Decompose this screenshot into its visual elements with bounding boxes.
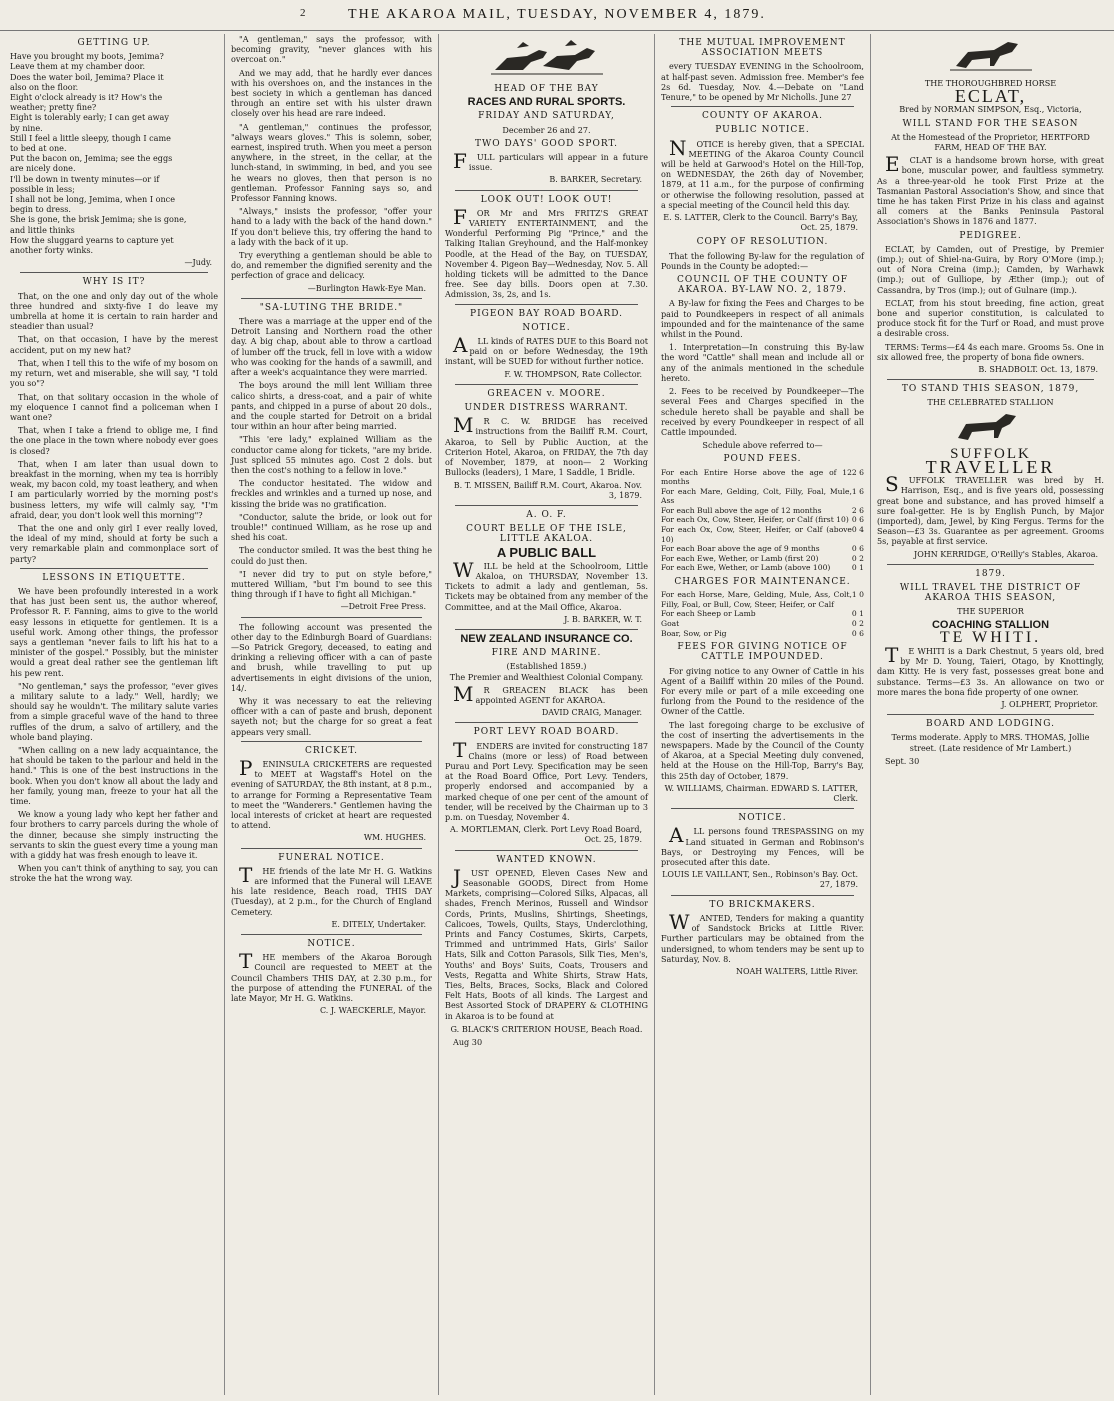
insurance-agent: MR GREACEN BLACK has been appointed AGENT for AKAROA. (453, 681, 648, 706)
column-3 (438, 34, 654, 1395)
board-date: Sept. 30 (885, 755, 920, 766)
divider (241, 298, 422, 299)
whyisit-paragraph: That, on the one and only day out of the whole three hundred and sixty-five I do leave my umbrella at home it is certain to rain harder and steadier than usual? (10, 290, 218, 332)
maintenance-row-amount: 0 2 (851, 619, 864, 629)
bride-paragraph: The boys around the mill lent William three calico shirts, a dress-coat, and a pair of white pants, and chipped in a purse of about 20 dols., and the couple started for Detroit on a bridal tour within an hour after being married. (231, 380, 432, 432)
masthead-title: THE AKAROA MAIL, TUESDAY, NOVEMBER 4, 1879. (348, 7, 766, 22)
pound-fee-row (661, 554, 864, 564)
bride-paragraph: "I never did try to put on style before," muttered William, "but I'm bound to see this thing through if I have to fight all Michigan." (231, 568, 432, 600)
whyisit-paragraph: That, when I tell this to the wife of my bosom on my return, wet and miserable, she will say, "I told you so"? (10, 357, 218, 389)
whyisit-paragraph: That, when I am later than usual down to breakfast in the morning, when my tea is horribly weak, my bacon cold, my toast leathery, and when I am particularly worried by the morning post's business letters, my wife will calmly say, "I'm afraid, dear, you don't look well this morning"? (10, 458, 218, 520)
pound-fee-row-amount: 2 6 (851, 505, 864, 515)
county-subtitle: PUBLIC NOTICE. (715, 125, 810, 136)
suffolk-sub: THE CELEBRATED STALLION (927, 397, 1054, 408)
wanted-date: Aug 30 (453, 1037, 483, 1048)
suffolk-name-2: TRAVELLER (925, 456, 1056, 477)
pound-fee-row (661, 525, 864, 544)
wanted-signature: G. BLACK'S CRITERION HOUSE, Beach Road. (450, 1023, 643, 1034)
maintenance-title: CHARGES FOR MAINTENANCE. (674, 577, 851, 588)
divider (671, 106, 854, 107)
whiti-name: TE WHITI. (939, 628, 1042, 646)
notice-fees-title: FEES FOR GIVING NOTICE OF CATTLE IMPOUNDED. (677, 642, 848, 663)
divider (455, 384, 638, 385)
bride-paragraph: "This 'ere lady," explained William as the conductor came along for tickets, "are my bride. Just spliced 55 minutes ago. Cost 2 dols. but then the cost's nothing to a fellow in love." (231, 434, 432, 475)
etiquette-continued: "Always," insists the professor, "offer your hand to a lady with the back of the hand down." If you don't believe this, try offering the hand to a lady with the back of it up. (231, 206, 432, 247)
resolution-title: COPY OF RESOLUTION. (696, 237, 829, 248)
pound-fee-row (661, 487, 864, 506)
whiti-sub: THE SUPERIOR (957, 606, 1024, 617)
masthead (0, 0, 1114, 31)
pound-fee-row-item: For each Ewe, Wether, or Lamb (first 20) (661, 553, 819, 563)
bride-title: "SA-LUTING THE BRIDE." (259, 302, 404, 313)
whiti-year: 1879. (975, 568, 1006, 579)
notice-fees-text: The last foregoing charge to be exclusive of the cost of inserting the advertisements in the newspapers. Made by the Council of the County of Akaroa, at a Special Meeting duly convened, held at the House on the Hill-Top, Barry's Bay, this 25th day of October, 1879. (661, 719, 864, 781)
races-notice: FULL particulars will appear in a future issue. (453, 149, 648, 174)
eclat-pedigree-title: PEDIGREE. (959, 230, 1022, 241)
suffolk-signature: JOHN KERRIDGE, O'Reilly's Stables, Akaroa. (913, 549, 1098, 559)
whiti-signature: J. OLPHERT, Proprietor. (1001, 699, 1098, 709)
bride-paragraph: There was a marriage at the upper end of the Detroit Lansing and Northern road the other day. A big chap, about able to throw a cartload of lumber off the truck, fell in love with a widow who was cooking for the hands of a sawmill, and after a week's acquaintance they were married. (231, 316, 432, 378)
divider (241, 617, 422, 618)
column-1 (4, 34, 224, 1395)
greacen-subtitle: UNDER DISTRESS WARRANT. (464, 403, 629, 414)
suffolk-description: SUFFOLK TRAVELLER was bred by H. Harrison, Esq., and is five years old, possessing great bone and substance, and has proved himself a sure foal-getter. He is by English Punch, by Major (imported), dam, Jewel, by King Fergus. Terms for the Season—£3 3s. Guarantee as per agreement. Grooms 5s, payable at first service. (877, 472, 1104, 547)
aof-title: A. O. F. (526, 509, 567, 520)
whyisit-paragraph: That, on that solitary occasion in the whole of my eloquence I cannot find a policeman when I want one? (10, 391, 218, 422)
pound-fees-title: POUND FEES. (723, 454, 802, 465)
column-4 (654, 34, 870, 1395)
pound-fee-row-item: For each Mare, Gelding, Colt, Filly, Foal, Mule, Ass (661, 486, 852, 506)
etiquette-paragraph: "No gentleman," says the professor, "ever gives a military salute to a lady." Well, hardly; we should say he wouldn't. The military salute varies from a simple graceful wave of the hand to three ruffles of the drum, a salvo of artillery, and the whole band playing. (10, 680, 218, 742)
draught-horse-engraving (946, 410, 1036, 446)
poem-credit: —Judy. (184, 258, 212, 268)
trespass-notice: ALL persons found TRESPASSING on my Land situated in German and Robinson's Bays, or Destroying my Fences, will be prosecuted after this date. (661, 823, 864, 868)
brickmakers-signature: NOAH WALTERS, Little River. (735, 966, 858, 976)
divider (671, 895, 854, 896)
races-dates-detail: December 26 and 27. (502, 124, 591, 135)
funeral-signature: E. DITELY, Undertaker. (331, 919, 426, 929)
races-signature: B. BARKER, Secretary. (549, 175, 642, 185)
divider (455, 850, 638, 851)
divider (887, 564, 1094, 565)
port-levy-signature: A. MORTLEMAN, Clerk. Port Levy Road Board, Oct. 25, 1879. (449, 825, 642, 845)
brickmakers-title: TO BRICKMAKERS. (709, 899, 816, 910)
maintenance-row (661, 609, 864, 619)
bride-paragraph: The conductor smiled. It was the best thing he could do just then. (231, 545, 432, 566)
etiquette-credit: —Burlington Hawk-Eye Man. (307, 283, 426, 293)
racehorse-engraving (487, 36, 607, 80)
mutual-title: THE MUTUAL IMPROVEMENT ASSOCIATION MEETS (679, 38, 846, 59)
etiquette-paragraph: "When calling on a new lady acquaintance, the hat should be taken to the parlour and held in the hand." This is one of the best instructions in the book. When you don't know all about the lady and her family, young man, freeze to your hat all the time. (10, 745, 218, 807)
maintenance-row (661, 629, 864, 639)
eclat-description-2: ECLAT, from his stout breeding, fine action, great bone and superior constitution, is calculated to produce stock fit for the Turf or Road, and must prove a desirable cross. (877, 297, 1104, 339)
races-title: HEAD OF THE BAY (494, 84, 599, 94)
pigeon-bay-title: PIGEON BAY ROAD BOARD. (470, 308, 623, 319)
council-notice-title: NOTICE. (307, 939, 356, 950)
divider (20, 272, 208, 273)
page-number: 2 (300, 7, 306, 19)
insurance-subtitle: FIRE AND MARINE. (491, 648, 602, 659)
bylaw-paragraph: 1. Interpretation—In construing this By-law the word "Cattle" shall mean and include all or any of the animals mentioned in the schedule hereto. (661, 342, 864, 383)
whyisit-paragraph: That the one and only girl I ever really loved, the ideal of my mind, should at forty be such a very remarkable plain and commonplace sort of party? (10, 522, 218, 564)
column-2 (224, 34, 438, 1395)
pound-fee-row (661, 544, 864, 554)
pound-fee-row-amount: 0 6 (851, 515, 864, 525)
bride-credit: —Detroit Free Press. (340, 602, 426, 612)
brickmakers-notice: WANTED, Tenders for making a quantity of Sandstock Bricks at Little River. Further particulars may be obtained from the undersigned, to whom tenders may be sent up to Saturday, Nov. 8. (661, 909, 864, 964)
mutual-notice: every TUESDAY EVENING in the Schoolroom, at half-past seven. Admission free. Member's fee 2s 6d. Tuesday, Nov. 4.—Debate on "Land Tenure," to be opened by Mr Nicholls. June 27 (661, 61, 864, 103)
divider (455, 629, 638, 630)
pound-fee-row-amount: 0 6 (851, 544, 864, 554)
eclat-terms: TERMS: Terms—£4 4s each mare. Grooms 5s. One in six allowed free, the property of bona fide owners. (877, 341, 1104, 362)
maintenance-row-item: Boar, Sow, or Pig (661, 628, 727, 638)
public-ball-title: A PUBLIC BALL (496, 544, 597, 560)
divider (455, 304, 638, 305)
greacen-title: GREACEN v. MOORE. (487, 388, 606, 399)
eclat-stand: WILL STAND FOR THE SEASON (902, 118, 1079, 129)
bylaw-signature: W. WILLIAMS, Chairman. EDWARD S. LATTER, Clerk. (664, 783, 858, 804)
poem-title: GETTING UP. (77, 38, 151, 48)
whiti-title: WILL TRAVEL THE DISTRICT OF AKAROA THIS SEASON, (899, 582, 1082, 604)
port-levy-notice: TENDERS are invited for constructing 187 Chains (more or less) of Road between Purau and Port Levy. Specification may be seen at the Road Board Office, Port Levy. Tenders, properly endorsed and accompanied by a marked cheque of one per cent of the amount of tender, will be received by the Chairman up to 3 p.m. on Tuesday, November 4. (445, 737, 648, 822)
divider (887, 714, 1094, 715)
maintenance-table (661, 590, 864, 638)
eclat-signature: B. SHADBOLT. Oct. 13, 1879. (978, 365, 1098, 375)
bylaw-paragraph: A By-law for fixing the Fees and Charges to be paid to Poundkeepers in respect of all animals impounded and for the maintenance of the same whilst in the Pound. (661, 298, 864, 340)
public-ball-signature: J. B. BARKER, W. T. (564, 614, 642, 624)
notice-fees-text: For giving notice to any Owner of Cattle in his Agent of a Bailiff within 20 miles of the Pound. For every mile or part of a mile exceeding one furlong from the Pound to the residence of the Owner of the Cattle. (661, 665, 864, 717)
pound-fee-row-item: For each Ox, Cow, Steer, Heifer, or Calf (first 10) (661, 515, 849, 525)
maintenance-row-amount: 1 0 (851, 590, 864, 600)
maintenance-row (661, 590, 864, 609)
board-notice: Terms moderate. Apply to MRS. THOMAS, Jollie street. (Late residence of Mr Lambert.) (891, 732, 1090, 753)
divider (455, 722, 638, 723)
maintenance-row-item: For each Sheep or Lamb (661, 609, 756, 619)
pound-fee-row-item: For each Bull above the age of 12 months (661, 505, 822, 515)
etiquette-continued: "A gentleman," continues the professor, "always wears gloves." This is solemn, sober, earnest, inspired truth. When you meet a person anywhere, in the street, in the cellar, at the lunch-stand, in swimming, in bed, and you see he wears no gloves, then that person is no gentleman. Professor Fanning says so, and Professor Fanning knows. (231, 121, 432, 204)
pound-fee-row-amount: 0 1 (851, 563, 864, 573)
etiquette-continued: "A gentleman," says the professor, with becoming gravity, "never glances with his overcoat on." (231, 34, 432, 65)
pound-fee-row-amount: 2 6 (851, 467, 864, 477)
eclat-description: ECLAT is a handsome brown horse, with great bone, muscular power, and faultless symmetry. As a three-year-old he took First Prize at the Tasmanian Pastoral Association's Show, and since that time he has taken First Prize in his class and against all comers at the Banks Peninsula Pastoral Association's Shows in 1876 and 1877. (877, 152, 1104, 227)
pound-fee-row-amount: 0 2 (851, 553, 864, 563)
public-ball-notice: WILL be held at the Schoolroom, Little Akaloa, on THURSDAY, November 13. Tickets to admit a lady and gentleman, 5s. Tickets may be obtained from any member of the Committee, and at the Mail Office, Akaroa. (445, 557, 648, 612)
pound-fee-row (661, 515, 864, 525)
eclat-name: ECLAT, (954, 86, 1027, 107)
pigeon-bay-notice: ALL kinds of RATES DUE to this Board not paid on or before Wednesday, the 19th instant, will be SUED for without further notice. (445, 333, 648, 367)
whiti-description: TE WHITI is a Dark Chestnut, 5 years old, bred by Mr D. Young, Taieri, Otago, by Knottingly, dam Kitty. He is very fast, possesses great bone and substance. Terms—£3 3s. An allowance on two or more mares the bona fide property of one owner. (877, 642, 1104, 697)
council-signature: C. J. WAECKERLE, Mayor. (319, 1006, 426, 1016)
schedule-title: Schedule above referred to— (702, 440, 823, 451)
etiquette-continued: Try everything a gentleman should be able to do, and remember the dignified serenity and the perfection of grace and delicacy. (231, 250, 432, 281)
insurance-signature: DAVID CRAIG, Manager. (541, 708, 642, 718)
etiquette-paragraph: When you can't think of anything to say, you can stroke the hat the wrong way. (10, 863, 218, 884)
lookout-title: LOOK OUT! LOOK OUT! (480, 194, 613, 205)
pound-fee-row (661, 468, 864, 487)
cricket-title: CRICKET. (305, 745, 358, 756)
column-5 (870, 34, 1110, 1395)
suffolk-name: SUFFOLK (950, 445, 1031, 462)
eclat-farm: At the Homestead of the Proprietor, HERTFORD FARM, HEAD OF THE BAY. (891, 131, 1090, 153)
pound-fee-row (661, 506, 864, 516)
pound-fees-table (661, 468, 864, 574)
county-notice: NOTICE is hereby given, that a SPECIAL MEETING of the Akaroa County Council will be held at Garwood's Hotel on the Hill-Top, on WEDNESDAY, the 26th day of November, 1879, at 11 a.m., for the purpose of confirming or otherwise the following resolution, passed at a special meeting of the Council held this day. (661, 135, 864, 210)
divider (20, 568, 208, 569)
pound-fee-row-amount: 0 4 (851, 525, 864, 535)
suffolk-stand: TO STAND THIS SEASON, 1879, (901, 384, 1080, 395)
whiti-coaching: COACHING STALLION (931, 618, 1050, 631)
pound-fee-row (661, 563, 864, 573)
insurance-title: NEW ZEALAND INSURANCE CO. (460, 632, 633, 645)
maintenance-row-item: For each Horse, Mare, Gelding, Mule, Ass, Colt, Filly, Foal, or Bull, Cow, Steer, Heifer, or Calf (661, 590, 852, 609)
pound-fee-row-item: For each Ewe, Wether, or Lamb (above 100) (661, 563, 831, 573)
races-subtitle: RACES AND RURAL SPORTS. (467, 96, 626, 109)
divider (455, 505, 638, 506)
bride-paragraph: "Conductor, salute the bride, or look out for trouble!" continued William, as he rose up and shed his coat. (231, 511, 432, 543)
greacen-signature: B. T. MISSEN, Bailiff R.M. Court, Akaroa. Nov. 3, 1879. (453, 480, 642, 500)
cricket-notice: PENINSULA CRICKETERS are requested to MEET at Wagstaff's Hotel on the evening of SATURDAY, the 8th instant, at 8 p.m., to arrange for Forming a Representative Team to meet the "Wanderers." Gentlemen having the local interests of cricket at heart are requested to attend. (231, 756, 432, 831)
maintenance-row-item: Goat (661, 619, 680, 629)
maintenance-row-amount: 0 6 (851, 628, 864, 638)
pigeon-bay-notice-label: NOTICE. (522, 322, 571, 333)
etiquette-continued: And we may add, that he hardly ever dances with his overshoes on, and the instances in the best society in which a gentleman has danced through an entire set with his ulster drawn closely over his head are rare indeed. (231, 67, 432, 119)
resolution-text: That the following By-law for the regulation of Pounds in the County be adopted:— (661, 250, 864, 271)
trespass-signature: LOUIS LE VAILLANT, Sen., Robinson's Bay. Oct. 27, 1879. (662, 870, 858, 890)
divider (241, 934, 422, 935)
races-sport: TWO DAYS' GOOD SPORT. (474, 138, 619, 149)
divider (241, 848, 422, 849)
pound-fee-row-item: For each Boar above the age of 9 months (661, 544, 820, 554)
funeral-notice: THE friends of the late Mr H. G. Watkins are informed that the Funeral will LEAVE his late residence, Beach road, THIS DAY (Tuesday), at 2 p.m., for the Church of England Cemetery. (231, 862, 432, 917)
maintenance-row-amount: 0 1 (851, 609, 864, 619)
etiquette-paragraph: We know a young lady who kept her father and four brothers to carry parcels during the whole of the dinner, because she simply instructing the servants to skin the guest every time a young man with a giddy hat was fresh enough to leave it. (10, 809, 218, 861)
maintenance-row (661, 619, 864, 629)
county-title: COUNTY OF AKAROA. (702, 111, 823, 122)
etiquette-title: LESSONS IN ETIQUETTE. (42, 572, 186, 583)
board-title: BOARD AND LODGING. (926, 719, 1055, 730)
whyisit-paragraph: That, on that occasion, I have by the merest accident, put on my new hat? (10, 334, 218, 355)
insurance-tagline: The Premier and Wealthiest Colonial Company. (449, 671, 644, 682)
horse-engraving (946, 36, 1036, 76)
bylaw-paragraph: 2. Fees to be received by Poundkeeper—The several Fees and Charges specified in the schedule hereto shall be payable and shall be received by every Poundkeeper in respect of all Cattle impounded. (661, 386, 864, 437)
cricket-signature: WM. HUGHES. (363, 833, 426, 843)
wanted-notice: JUST OPENED, Eleven Cases New and Seasonable GOODS, Direct from Home Markets, comprising—Colored Silks, Alpacas, all shades, French Merinos, Russell and Windsor Cords, Prints, Muslins, Shirtings, Sheetings, Calicoes, Towels, Quilts, Stays, Underclothing, Prints and Fancy Costumes, Skirts, Carpets, Trimmed and untrimmed Hats, Girls' Sailor Hats, Silk and Cotton Parasols, Silk Ties, Men's, Youths' and Boys' Suits, Coats, Trousers and Vests, Regatta and White Shirts, Straw Hats, Ties, Belts, Braces, Socks, Black and Colored Felt Hats, Boots of all kinds. The Largest and Best Assorted Stock of DRAPERY & CLOTHING in Akaroa is to be found at (445, 864, 648, 1021)
etiquette-paragraph: We have been profoundly interested in a work that has just been sent us, the author whereof, Professor R. F. Fanning, aims to give to the world easy lessons in etiquette for gentlemen. It is a useful work. Among other things, the professor says a gentleman "never fails to lift his hat to a minister of the gospel." Possibly, but the minister would a great deal rather see the gentleman lift his pew rent. (10, 585, 218, 678)
guardians-paragraph: The following account was presented the other day to the Edinburgh Board of Guardians:—So Patrick Gregory, deceased, to eating and drinking a relieving officer with a can of paste and brush, while travelling to put up advertisements in eight divisions of the union, 14/. (231, 621, 432, 693)
trespass-title: NOTICE. (738, 813, 787, 824)
pound-fee-row-item: For each Ox, Cow, Steer, Heifer, or Calf (above 10) (661, 525, 852, 544)
funeral-title: FUNERAL NOTICE. (278, 852, 385, 863)
whyisit-paragraph: That, when I take a friend to oblige me, I find the one place in the town where nobody ever goes is closed? (10, 425, 218, 456)
council-notice: THE members of the Akaroa Borough Council are requested to MEET at the Council Chambers THIS DAY, at 2.30 p.m., for the purpose of attending the FUNERAL of the late Mayor, Mr H. G. Watkins. (231, 949, 432, 1004)
greacen-notice: MR C. W. BRIDGE has received instructions from the Bailiff R.M. Court, Akaroa, to Sell by Public Auction, at the Criterion Hotel, Akaroa, on FRIDAY, the 7th day of November, 1879, at noon— 2 Working Bullocks (leaders), 1 Mare, 1 Saddle, 1 Bridle. (445, 413, 648, 478)
races-dates: FRIDAY AND SATURDAY, (478, 111, 615, 122)
poem-text: Have you brought my boots, Jemima? Leave them at my chamber door. Does the water boil, Jemima? Place it also on the floor. Eight o'clock already is it? How's the weather; pretty fine? Eight is tolerably early; I can get away by nine. Still I feel a little sleepy, though I came to bed at one. Put the bacon on, Jemima; see the eggs are nicely done. I'll be down in twenty minutes—or if possible in less; I shall not be long, Jemima, when I once begin to dress. She is gone, the brisk Jemima; she is gone, and little thinks How the sluggard yearns to capture yet another forty winks. (10, 51, 187, 256)
bride-paragraph: The conductor hesitated. The widow and freckles and wrinkles and a turned up nose, and kissing the bride was no gratification. (231, 478, 432, 509)
port-levy-title: PORT LEVY ROAD BOARD. (473, 727, 620, 738)
pigeon-bay-signature: F. W. THOMPSON, Rate Collector. (504, 369, 642, 379)
insurance-established: (Established 1859.) (506, 661, 587, 672)
divider (887, 379, 1094, 380)
pound-fee-row-item: For each Entire Horse above the age of 12 months (661, 467, 852, 487)
aof-subtitle: COURT BELLE OF THE ISLE, LITTLE AKALOA. (466, 524, 627, 545)
divider (671, 808, 854, 809)
county-signature: E. S. LATTER, Clerk to the Council. Barry's Bay, Oct. 25, 1879. (663, 213, 858, 233)
whyisit-title: WHY IS IT? (82, 277, 146, 288)
divider (455, 190, 638, 191)
lookout-notice: FOR Mr and Mrs FRITZ'S GREAT VARIETY ENTERTAINMENT, and the Wonderful Performing Pig "Prince," and the Talking Italian Greyhound, and the Half-monkey Poodle, at the Head of the Bay, on TUESDAY, November 4. Pigeon Bay—Wednesday, Nov. 5. All holding tickets will be admitted to the Dance free. See day bills. Doors open at 7.30. Admission, 3s, 2s, and 1s. (445, 204, 648, 300)
guardians-paragraph: Why it was necessary to eat the relieving officer with a can of paste and brush, deponent sayeth not; but the charge for so great a feat appears very small. (231, 695, 432, 737)
bylaw-title: COUNCIL OF THE COUNTY OF AKAROA. BY-LAW NO. 2, 1879. (677, 275, 848, 296)
eclat-caption: THE THOROUGHBRED HORSE (924, 78, 1057, 88)
eclat-breeder: Bred by NORMAN SIMPSON, Esq., Victoria, (899, 104, 1082, 115)
eclat-pedigree: ECLAT, by Camden, out of Prestige, by Premier (imp.); out of Shiel-na-Guira, by Rory O'More (imp.); out of Nora Creina (imp.); Camden, by Warhawk (imp.); out of Gulliope, by Æther (imp.); out of Cassandra, by Tros (imp.); out of Gulnare (imp.). (877, 243, 1104, 295)
divider (241, 741, 422, 742)
pound-fee-row-amount: 1 6 (851, 486, 864, 496)
wanted-title: WANTED KNOWN. (496, 854, 597, 865)
